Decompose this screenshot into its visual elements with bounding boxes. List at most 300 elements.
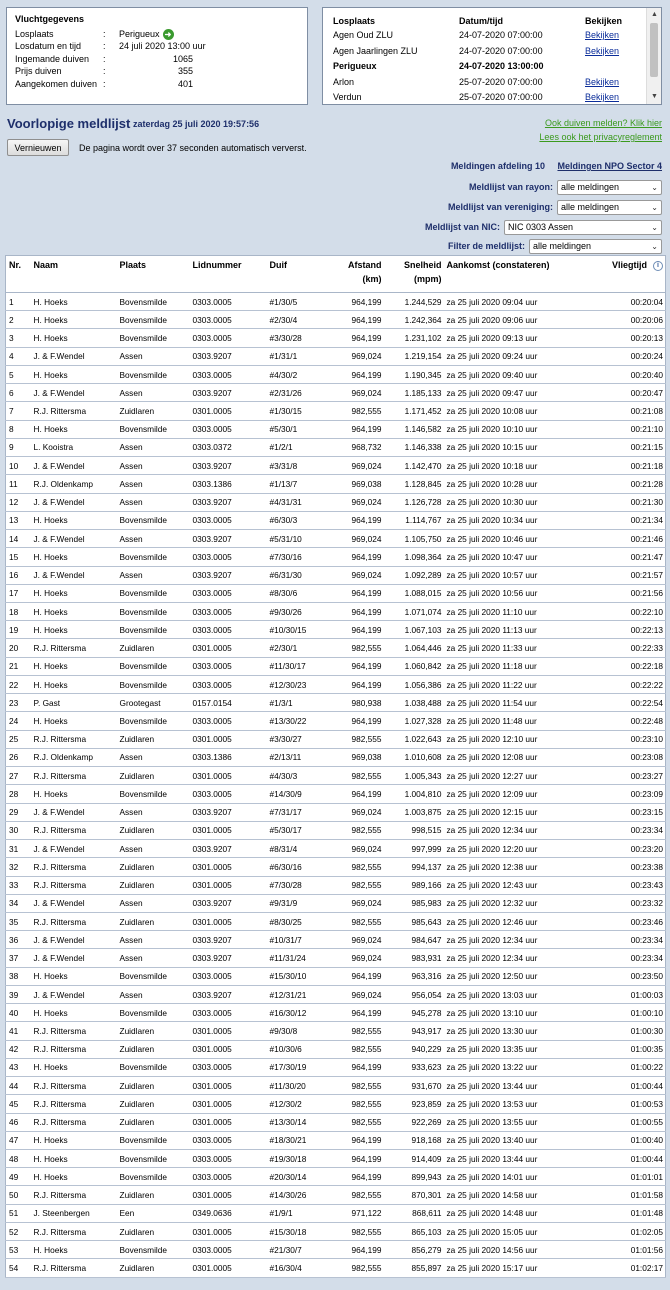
cell-lidnummer: 0301.0005 <box>190 1259 267 1277</box>
cell-naam: H. Hoeks <box>31 1131 117 1149</box>
cell-aankomst: za 25 juli 2020 13:53 uur <box>444 1095 592 1113</box>
cell-plaats: Bovensmilde <box>117 602 190 620</box>
cell-nr: 21 <box>6 657 31 675</box>
release-site-datetime: 24-07-2020 07:00:00 <box>459 45 543 56</box>
cell-vliegtijd: 01:01:56 <box>592 1241 666 1259</box>
cell-afstand: 982,555 <box>319 821 384 839</box>
release-site-row <box>333 90 637 105</box>
cell-afstand: 969,024 <box>319 803 384 821</box>
cell-plaats: Zuidlaren <box>117 821 190 839</box>
table-row <box>6 803 666 821</box>
cell-aankomst: za 25 juli 2020 15:17 uur <box>444 1259 592 1277</box>
view-link[interactable]: Bekijken <box>585 45 620 56</box>
table-row <box>6 347 666 365</box>
cell-afstand: 964,199 <box>319 293 384 311</box>
cell-nr: 30 <box>6 821 31 839</box>
scrollbar-thumb[interactable] <box>650 23 658 77</box>
table-row <box>6 1204 666 1222</box>
cell-snelheid: 985,643 <box>384 912 444 930</box>
cell-lidnummer: 0303.0005 <box>190 365 267 383</box>
cell-nr: 43 <box>6 1058 31 1076</box>
cell-vliegtijd: 00:21:18 <box>592 457 666 475</box>
cell-plaats: Zuidlaren <box>117 1077 190 1095</box>
cell-plaats: Zuidlaren <box>117 1113 190 1131</box>
cell-snelheid: 1.142,470 <box>384 457 444 475</box>
cell-lidnummer: 0303.0005 <box>190 511 267 529</box>
cell-nr: 47 <box>6 1131 31 1149</box>
cell-afstand: 969,024 <box>319 931 384 949</box>
cell-afstand: 982,555 <box>319 1113 384 1131</box>
cell-lidnummer: 0301.0005 <box>190 858 267 876</box>
cell-nr: 34 <box>6 894 31 912</box>
cell-afstand: 969,024 <box>319 493 384 511</box>
table-header-row <box>6 256 666 293</box>
cell-lidnummer: 0303.9207 <box>190 566 267 584</box>
cell-snelheid: 1.146,338 <box>384 438 444 456</box>
cell-afstand: 968,732 <box>319 438 384 456</box>
table-row <box>6 657 666 675</box>
flight-label: Losplaats <box>15 29 54 39</box>
cell-snelheid: 963,316 <box>384 967 444 985</box>
table-row <box>6 694 666 712</box>
cell-lidnummer: 0303.0005 <box>190 1168 267 1186</box>
cell-snelheid: 1.126,728 <box>384 493 444 511</box>
cell-plaats: Bovensmilde <box>117 311 190 329</box>
table-row <box>6 420 666 438</box>
refresh-countdown-text: De pagina wordt over 37 seconden automatisch ververst. <box>79 143 307 153</box>
view-link[interactable]: Bekijken <box>585 76 620 87</box>
chevron-down-icon: ⌄ <box>651 222 658 232</box>
cell-vliegtijd: 00:23:43 <box>592 876 666 894</box>
cell-vliegtijd: 00:20:13 <box>592 329 666 347</box>
cell-duif: #12/30/23 <box>267 675 319 693</box>
table-row <box>6 365 666 383</box>
cell-aankomst: za 25 juli 2020 12:50 uur <box>444 967 592 985</box>
cell-vliegtijd: 00:22:22 <box>592 675 666 693</box>
cell-vliegtijd: 00:23:32 <box>592 894 666 912</box>
cell-snelheid: 899,943 <box>384 1168 444 1186</box>
cell-duif: #7/30/28 <box>267 876 319 894</box>
cell-aankomst: za 25 juli 2020 12:46 uur <box>444 912 592 930</box>
info-icon[interactable]: i <box>653 261 663 271</box>
cell-lidnummer: 0301.0005 <box>190 1095 267 1113</box>
cell-lidnummer: 0303.0005 <box>190 1004 267 1022</box>
cell-duif: #3/31/8 <box>267 457 319 475</box>
cell-nr: 50 <box>6 1186 31 1204</box>
cell-nr: 10 <box>6 457 31 475</box>
table-row <box>6 311 666 329</box>
release-site-datetime: 25-07-2020 07:00:00 <box>459 76 543 87</box>
cell-nr: 19 <box>6 621 31 639</box>
cell-duif: #1/9/1 <box>267 1204 319 1222</box>
cell-afstand: 964,199 <box>319 511 384 529</box>
cell-nr: 14 <box>6 530 31 548</box>
cell-lidnummer: 0303.0005 <box>190 548 267 566</box>
cell-aankomst: za 25 juli 2020 12:10 uur <box>444 730 592 748</box>
cell-vliegtijd: 00:20:47 <box>592 384 666 402</box>
cell-aankomst: za 25 juli 2020 13:22 uur <box>444 1058 592 1076</box>
cell-nr: 49 <box>6 1168 31 1186</box>
cell-vliegtijd: 00:23:38 <box>592 858 666 876</box>
cell-lidnummer: 0303.9207 <box>190 803 267 821</box>
cell-nr: 20 <box>6 639 31 657</box>
cell-aankomst: za 25 juli 2020 10:28 uur <box>444 475 592 493</box>
cell-snelheid: 956,054 <box>384 985 444 1003</box>
cell-vliegtijd: 00:21:57 <box>592 566 666 584</box>
cell-naam: H. Hoeks <box>31 712 117 730</box>
cell-duif: #3/30/27 <box>267 730 319 748</box>
scroll-up-icon[interactable]: ▲ <box>651 11 658 18</box>
cell-lidnummer: 0303.9207 <box>190 493 267 511</box>
cell-aankomst: za 25 juli 2020 13:10 uur <box>444 1004 592 1022</box>
cell-afstand: 982,555 <box>319 1077 384 1095</box>
cell-snelheid: 1.003,875 <box>384 803 444 821</box>
cell-duif: #10/30/15 <box>267 621 319 639</box>
cell-duif: #2/31/26 <box>267 384 319 402</box>
cell-naam: R.J. Rittersma <box>31 402 117 420</box>
cell-afstand: 982,555 <box>319 730 384 748</box>
cell-plaats: Bovensmilde <box>117 1131 190 1149</box>
cell-lidnummer: 0301.0005 <box>190 730 267 748</box>
cell-aankomst: za 25 juli 2020 12:34 uur <box>444 821 592 839</box>
cell-aankomst: za 25 juli 2020 09:13 uur <box>444 329 592 347</box>
cell-snelheid: 1.098,364 <box>384 548 444 566</box>
table-row <box>6 384 666 402</box>
cell-nr: 29 <box>6 803 31 821</box>
filter-rayon-label: Meldlijst van rayon: <box>468 182 553 192</box>
cell-afstand: 964,199 <box>319 1241 384 1259</box>
cell-lidnummer: 0303.0005 <box>190 657 267 675</box>
cell-lidnummer: 0303.9207 <box>190 894 267 912</box>
cell-duif: #1/30/5 <box>267 293 319 311</box>
table-row <box>6 1113 666 1131</box>
chevron-down-icon: ⌄ <box>651 202 658 212</box>
cell-lidnummer: 0303.0005 <box>190 785 267 803</box>
cell-plaats: Assen <box>117 803 190 821</box>
vereniging-select[interactable] <box>557 200 662 215</box>
cell-lidnummer: 0303.0005 <box>190 1131 267 1149</box>
cell-plaats: Zuidlaren <box>117 1022 190 1040</box>
release-site-datetime: 25-07-2020 07:00:00 <box>459 92 543 102</box>
cell-nr: 15 <box>6 548 31 566</box>
page-title: Voorlopige meldlijst <box>7 116 131 131</box>
cell-naam: J. & F.Wendel <box>31 530 117 548</box>
col-duif: Duif <box>267 256 319 293</box>
cell-plaats: Assen <box>117 457 190 475</box>
cell-plaats: Zuidlaren <box>117 730 190 748</box>
cell-vliegtijd: 00:20:40 <box>592 365 666 383</box>
col-vliegtijd-label: Vliegtijd <box>611 260 647 270</box>
cell-naam: R.J. Rittersma <box>31 730 117 748</box>
cell-plaats: Bovensmilde <box>117 1004 190 1022</box>
cell-naam: R.J. Rittersma <box>31 1040 117 1058</box>
cell-lidnummer: 0301.0005 <box>190 1186 267 1204</box>
cell-naam: R.J. Rittersma <box>31 1077 117 1095</box>
cell-snelheid: 1.004,810 <box>384 785 444 803</box>
cell-plaats: Assen <box>117 949 190 967</box>
cell-lidnummer: 0303.0005 <box>190 967 267 985</box>
cell-plaats: Grootegast <box>117 694 190 712</box>
release-site-name: Agen Oud ZLU <box>333 30 394 40</box>
cell-afstand: 969,024 <box>319 894 384 912</box>
cell-afstand: 964,199 <box>319 785 384 803</box>
cell-lidnummer: 0303.9207 <box>190 347 267 365</box>
cell-naam: J. & F.Wendel <box>31 493 117 511</box>
cell-plaats: Bovensmilde <box>117 1241 190 1259</box>
cell-duif: #2/30/1 <box>267 639 319 657</box>
cell-aankomst: za 25 juli 2020 11:54 uur <box>444 694 592 712</box>
cell-vliegtijd: 00:23:20 <box>592 840 666 858</box>
cell-nr: 13 <box>6 511 31 529</box>
cell-naam: H. Hoeks <box>31 511 117 529</box>
cell-vliegtijd: 01:01:48 <box>592 1204 666 1222</box>
cell-duif: #4/30/3 <box>267 767 319 785</box>
table-row <box>6 1040 666 1058</box>
table-row <box>6 894 666 912</box>
cell-snelheid: 1.242,364 <box>384 311 444 329</box>
cell-afstand: 982,555 <box>319 767 384 785</box>
cell-duif: #17/30/19 <box>267 1058 319 1076</box>
cell-vliegtijd: 01:02:05 <box>592 1222 666 1240</box>
sector-link[interactable]: Meldingen NPO Sector 4 <box>557 161 662 171</box>
cell-naam: J. & F.Wendel <box>31 985 117 1003</box>
table-row <box>6 821 666 839</box>
privacy-link[interactable]: Lees ook het privacyreglement <box>539 132 662 142</box>
cell-plaats: Assen <box>117 475 190 493</box>
cell-nr: 12 <box>6 493 31 511</box>
cell-aankomst: za 25 juli 2020 12:38 uur <box>444 858 592 876</box>
cell-duif: #12/31/21 <box>267 985 319 1003</box>
cell-vliegtijd: 00:22:18 <box>592 657 666 675</box>
cell-aankomst: za 25 juli 2020 12:34 uur <box>444 931 592 949</box>
filter-rayon <box>469 179 662 195</box>
cell-snelheid: 1.071,074 <box>384 602 444 620</box>
cell-naam: R.J. Rittersma <box>31 912 117 930</box>
cell-snelheid: 1.064,446 <box>384 639 444 657</box>
cell-snelheid: 1.038,488 <box>384 694 444 712</box>
cell-nr: 24 <box>6 712 31 730</box>
cell-vliegtijd: 00:21:30 <box>592 493 666 511</box>
flight-value: Perigueux <box>119 29 160 39</box>
view-link[interactable]: Bekijken <box>585 30 620 40</box>
cell-lidnummer: 0301.0005 <box>190 767 267 785</box>
cell-plaats: Zuidlaren <box>117 1095 190 1113</box>
section-links <box>451 161 662 171</box>
cell-vliegtijd: 00:23:15 <box>592 803 666 821</box>
cell-snelheid: 856,279 <box>384 1241 444 1259</box>
cell-aankomst: za 25 juli 2020 09:06 uur <box>444 311 592 329</box>
rayon-select[interactable] <box>557 180 662 195</box>
cell-snelheid: 984,647 <box>384 931 444 949</box>
flight-row-aangekomen <box>15 78 299 90</box>
cell-aankomst: za 25 juli 2020 09:47 uur <box>444 384 592 402</box>
table-row <box>6 748 666 766</box>
cell-nr: 46 <box>6 1113 31 1131</box>
table-row <box>6 493 666 511</box>
flight-label: Aangekomen duiven <box>15 78 98 89</box>
flight-colon: : <box>103 78 106 89</box>
cell-aankomst: za 25 juli 2020 10:56 uur <box>444 584 592 602</box>
cell-duif: #20/30/14 <box>267 1168 319 1186</box>
cell-aankomst: za 25 juli 2020 09:24 uur <box>444 347 592 365</box>
cell-afstand: 964,199 <box>319 621 384 639</box>
cell-naam: R.J. Rittersma <box>31 1222 117 1240</box>
release-site-name: Arlon <box>333 76 355 87</box>
cell-nr: 8 <box>6 420 31 438</box>
cell-aankomst: za 25 juli 2020 12:09 uur <box>444 785 592 803</box>
cell-vliegtijd: 00:23:27 <box>592 767 666 785</box>
cell-vliegtijd: 00:21:28 <box>592 475 666 493</box>
cell-plaats: Zuidlaren <box>117 767 190 785</box>
cell-nr: 2 <box>6 311 31 329</box>
cell-lidnummer: 0303.1386 <box>190 475 267 493</box>
cell-naam: R.J. Oldenkamp <box>31 475 117 493</box>
cell-naam: J. & F.Wendel <box>31 840 117 858</box>
release-sites-scrollbar[interactable] <box>646 8 661 104</box>
cell-aankomst: za 25 juli 2020 12:27 uur <box>444 767 592 785</box>
flight-value: 401 <box>177 78 193 89</box>
cell-naam: H. Hoeks <box>31 548 117 566</box>
cell-duif: #16/30/4 <box>267 1259 319 1277</box>
cell-snelheid: 1.005,343 <box>384 767 444 785</box>
cell-naam: R.J. Oldenkamp <box>31 748 117 766</box>
meldlijst-select-value: alle meldingen <box>533 240 592 251</box>
meldlijst-select[interactable] <box>529 239 662 254</box>
table-row <box>6 840 666 858</box>
cell-lidnummer: 0303.0005 <box>190 420 267 438</box>
cell-snelheid: 997,999 <box>384 840 444 858</box>
cell-lidnummer: 0303.9207 <box>190 457 267 475</box>
cell-vliegtijd: 00:20:06 <box>592 311 666 329</box>
table-row <box>6 329 666 347</box>
col-aankomst: Aankomst (constateren) <box>444 256 592 293</box>
cell-plaats: Assen <box>117 347 190 365</box>
cell-duif: #14/30/9 <box>267 785 319 803</box>
cell-snelheid: 1.114,767 <box>384 511 444 529</box>
cell-afstand: 964,199 <box>319 365 384 383</box>
cell-snelheid: 1.010,608 <box>384 748 444 766</box>
nic-select-value: NIC 0303 Assen <box>508 221 574 232</box>
cell-snelheid: 1.231,102 <box>384 329 444 347</box>
cell-naam: R.J. Rittersma <box>31 876 117 894</box>
refresh-button[interactable]: Vernieuwen <box>7 139 69 156</box>
page-date: zaterdag 25 juli 2020 19:57:56 <box>133 119 260 129</box>
release-site-row <box>333 75 637 91</box>
chevron-down-icon: ⌄ <box>651 241 658 251</box>
release-site-name: Agen Jaarlingen ZLU <box>333 45 418 56</box>
flight-row-losplaats <box>15 28 299 40</box>
table-row <box>6 858 666 876</box>
cell-snelheid: 994,137 <box>384 858 444 876</box>
col-snelheid-label: Snelheid <box>403 260 442 270</box>
cell-aankomst: za 25 juli 2020 13:55 uur <box>444 1113 592 1131</box>
table-row <box>6 876 666 894</box>
cell-nr: 5 <box>6 365 31 383</box>
report-pigeons-link[interactable]: Ook duiven melden? Klik hier <box>544 118 662 128</box>
cell-nr: 37 <box>6 949 31 967</box>
cell-snelheid: 985,983 <box>384 894 444 912</box>
cell-naam: H. Hoeks <box>31 420 117 438</box>
cell-vliegtijd: 01:00:40 <box>592 1131 666 1149</box>
table-row <box>6 949 666 967</box>
table-row <box>6 511 666 529</box>
cell-duif: #11/30/17 <box>267 657 319 675</box>
cell-snelheid: 922,269 <box>384 1113 444 1131</box>
cell-naam: J. & F.Wendel <box>31 457 117 475</box>
filter-meldlijst <box>448 238 662 254</box>
release-sites-panel <box>322 7 662 105</box>
cell-plaats: Assen <box>117 931 190 949</box>
cell-afstand: 969,038 <box>319 748 384 766</box>
header-view: Bekijken <box>585 16 623 26</box>
col-lidnummer: Lidnummer <box>190 256 267 293</box>
cell-vliegtijd: 01:00:30 <box>592 1022 666 1040</box>
cell-duif: #8/30/6 <box>267 584 319 602</box>
cell-naam: H. Hoeks <box>31 293 117 311</box>
release-site-name: Perigueux <box>333 61 377 71</box>
cell-nr: 11 <box>6 475 31 493</box>
arrow-right-icon[interactable]: ➜ <box>163 29 174 40</box>
cell-duif: #1/30/15 <box>267 402 319 420</box>
cell-aankomst: za 25 juli 2020 10:57 uur <box>444 566 592 584</box>
cell-vliegtijd: 00:23:34 <box>592 821 666 839</box>
cell-aankomst: za 25 juli 2020 14:01 uur <box>444 1168 592 1186</box>
cell-naam: J. & F.Wendel <box>31 347 117 365</box>
col-naam: Naam <box>31 256 117 293</box>
release-site-row <box>333 44 637 60</box>
cell-duif: #18/30/21 <box>267 1131 319 1149</box>
cell-nr: 35 <box>6 912 31 930</box>
flight-colon: : <box>103 41 106 52</box>
cell-nr: 23 <box>6 694 31 712</box>
cell-duif: #5/30/17 <box>267 821 319 839</box>
cell-aankomst: za 25 juli 2020 11:18 uur <box>444 657 592 675</box>
table-row <box>6 530 666 548</box>
col-vliegtijd <box>592 256 666 293</box>
cell-vliegtijd: 00:22:48 <box>592 712 666 730</box>
cell-naam: H. Hoeks <box>31 365 117 383</box>
cell-nr: 28 <box>6 785 31 803</box>
cell-afstand: 964,199 <box>319 1131 384 1149</box>
cell-naam: H. Hoeks <box>31 1150 117 1168</box>
flight-colon: : <box>103 66 106 77</box>
cell-duif: #15/30/18 <box>267 1222 319 1240</box>
cell-afstand: 982,555 <box>319 912 384 930</box>
cell-vliegtijd: 00:23:10 <box>592 730 666 748</box>
cell-snelheid: 1.092,289 <box>384 566 444 584</box>
cell-lidnummer: 0303.0005 <box>190 602 267 620</box>
view-link[interactable]: Bekijken <box>585 92 620 102</box>
cell-vliegtijd: 00:23:09 <box>592 785 666 803</box>
cell-plaats: Bovensmilde <box>117 785 190 803</box>
cell-aankomst: za 25 juli 2020 10:08 uur <box>444 402 592 420</box>
cell-plaats: Bovensmilde <box>117 1058 190 1076</box>
nic-select[interactable] <box>504 220 662 235</box>
cell-lidnummer: 0303.9207 <box>190 384 267 402</box>
cell-afstand: 982,555 <box>319 1095 384 1113</box>
cell-vliegtijd: 00:22:54 <box>592 694 666 712</box>
cell-afstand: 982,555 <box>319 1186 384 1204</box>
cell-afstand: 982,555 <box>319 639 384 657</box>
flight-label: Losdatum en tijd <box>15 41 82 52</box>
cell-plaats: Assen <box>117 566 190 584</box>
cell-lidnummer: 0303.9207 <box>190 530 267 548</box>
cell-afstand: 964,199 <box>319 602 384 620</box>
table-row <box>6 1095 666 1113</box>
scroll-down-icon[interactable]: ▼ <box>651 93 658 100</box>
cell-vliegtijd: 01:00:44 <box>592 1077 666 1095</box>
flight-label: Ingemande duiven <box>15 53 90 64</box>
